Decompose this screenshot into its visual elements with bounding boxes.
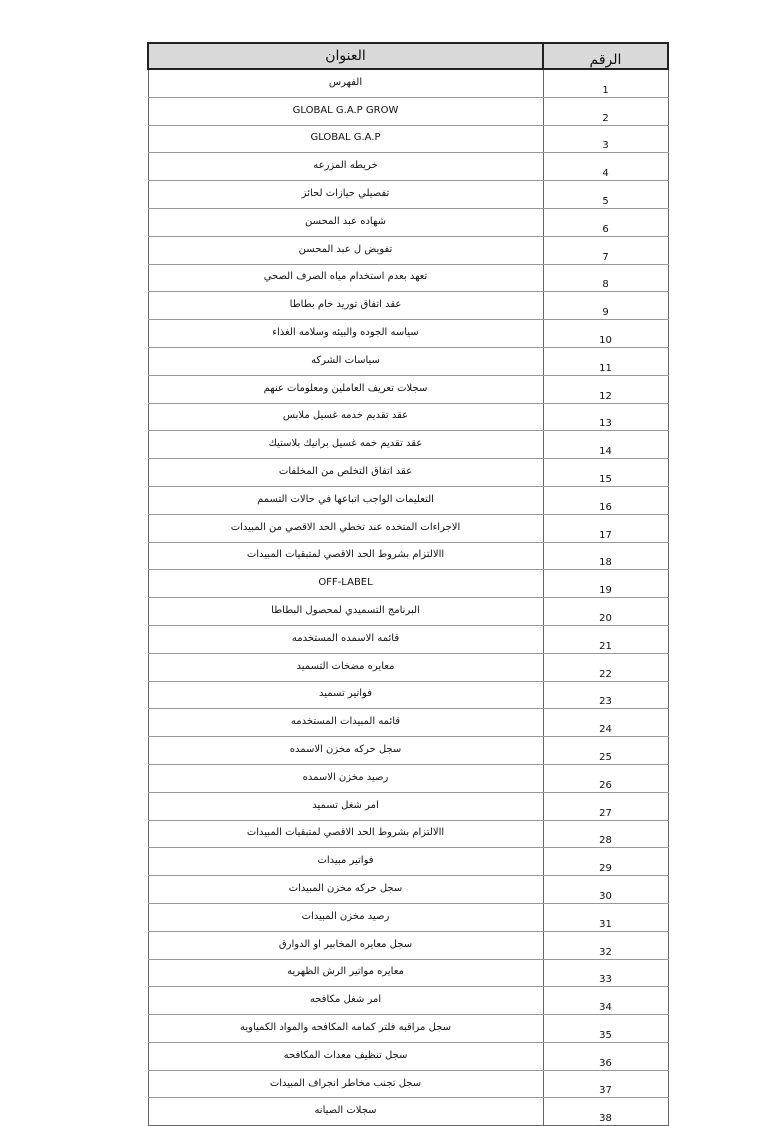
- row-number-cell: 9: [543, 292, 668, 320]
- row-title-cell: سجل تنظيف معدات المكافحه: [148, 1042, 543, 1070]
- row-title-cell: سجل معايره المخابير او الدوارق: [148, 931, 543, 959]
- row-title-cell: تفويض ل عبد المحسن: [148, 236, 543, 264]
- table-row: [148, 181, 668, 209]
- row-number-cell: 4: [543, 153, 668, 181]
- row-number-cell: 10: [543, 320, 668, 348]
- row-title-cell: عقد تقديم خدمه غسيل ملابس: [148, 403, 543, 431]
- table-row: [148, 792, 668, 820]
- table-row: [148, 403, 668, 431]
- table-row: [148, 347, 668, 375]
- table-row: [148, 959, 668, 987]
- table-row: [148, 848, 668, 876]
- row-title-cell: البرنامج التسميدي لمحصول البطاطا: [148, 598, 543, 626]
- row-title-cell: GLOBAL G.A.P GROW: [148, 97, 543, 125]
- table-row: [148, 737, 668, 765]
- row-number-cell: 32: [543, 931, 668, 959]
- row-title-cell: سجل حركه مخزن المبيدات: [148, 876, 543, 904]
- table-row: [148, 931, 668, 959]
- row-number-cell: 34: [543, 987, 668, 1015]
- row-number-cell: 25: [543, 737, 668, 765]
- table-body: [148, 69, 668, 1126]
- table-row: [148, 1070, 668, 1098]
- row-title-cell: شهاده عبد المحسن: [148, 208, 543, 236]
- row-title-cell: سجلات تعريف العاملين ومعلومات عنهم: [148, 375, 543, 403]
- row-title-cell: االالتزام بشروط الحد الاقصي لمتبقيات المبيدات: [148, 542, 543, 570]
- row-number-cell: 26: [543, 764, 668, 792]
- table-row: [148, 153, 668, 181]
- row-title-cell: تفصيلي حيازات لحائز: [148, 181, 543, 209]
- table-row: [148, 375, 668, 403]
- row-title-cell: رصيد مخزن الاسمده: [148, 764, 543, 792]
- table-row: [148, 514, 668, 542]
- row-title-cell: GLOBAL G.A.P: [148, 125, 543, 153]
- row-number-cell: 2: [543, 97, 668, 125]
- row-title-cell: سجلات الصيانه: [148, 1098, 543, 1126]
- row-title-cell: سجل حركه مخزن الاسمده: [148, 737, 543, 765]
- table-row: [148, 97, 668, 125]
- table-row: [148, 987, 668, 1015]
- table-row: [148, 320, 668, 348]
- row-number-cell: 35: [543, 1015, 668, 1043]
- index-table: [147, 42, 669, 1126]
- row-title-cell: قائمه الاسمده المستخدمه: [148, 625, 543, 653]
- row-number-cell: 37: [543, 1070, 668, 1098]
- row-title-cell: قائمه المبيدات المستخدمه: [148, 709, 543, 737]
- row-number-cell: 36: [543, 1042, 668, 1070]
- row-title-cell: االالتزام بشروط الحد الاقصي لمتبقيات المبيدات: [148, 820, 543, 848]
- row-number-cell: 17: [543, 514, 668, 542]
- row-number-cell: 29: [543, 848, 668, 876]
- row-title-cell: رصيد مخزن المبيدات: [148, 903, 543, 931]
- row-number-cell: 14: [543, 431, 668, 459]
- table-row: [148, 542, 668, 570]
- row-number-cell: 28: [543, 820, 668, 848]
- row-number-cell: 16: [543, 486, 668, 514]
- table-row: [148, 292, 668, 320]
- table-row: [148, 876, 668, 904]
- table-row: [148, 486, 668, 514]
- row-title-cell: معايره مواتير الرش الظهريه: [148, 959, 543, 987]
- row-number-cell: 15: [543, 459, 668, 487]
- title-column-header: العنوان: [148, 43, 543, 69]
- row-number-cell: 33: [543, 959, 668, 987]
- table-row: [148, 208, 668, 236]
- row-title-cell: سجل مراقبه فلتر كمامه المكافحه والمواد الكمياويه: [148, 1015, 543, 1043]
- row-title-cell: فواتير مبيدات: [148, 848, 543, 876]
- row-number-cell: 8: [543, 264, 668, 292]
- row-number-cell: 30: [543, 876, 668, 904]
- row-title-cell: معايره مضخات التسميد: [148, 653, 543, 681]
- table-row: [148, 1015, 668, 1043]
- row-number-cell: 3: [543, 125, 668, 153]
- table-row: [148, 903, 668, 931]
- row-number-cell: 31: [543, 903, 668, 931]
- row-title-cell: امر شغل مكافحه: [148, 987, 543, 1015]
- row-title-cell: سياسات الشركه: [148, 347, 543, 375]
- header-row: [148, 43, 668, 69]
- table-row: [148, 1042, 668, 1070]
- row-number-cell: 11: [543, 347, 668, 375]
- table-header: [148, 43, 668, 69]
- table-row: [148, 625, 668, 653]
- row-title-cell: عقد تقديم خمه غسيل برانيك بلاستيك: [148, 431, 543, 459]
- row-number-cell: 5: [543, 181, 668, 209]
- table-row: [148, 570, 668, 598]
- row-title-cell: سياسه الجوده والبيئه وسلامه الغذاء: [148, 320, 543, 348]
- table-row: [148, 653, 668, 681]
- table-row: [148, 69, 668, 97]
- row-number-cell: 12: [543, 375, 668, 403]
- table-row: [148, 264, 668, 292]
- row-number-cell: 1: [543, 69, 668, 97]
- row-number-cell: 22: [543, 653, 668, 681]
- table-row: [148, 681, 668, 709]
- row-title-cell: تعهد بعدم استخدام مياه الصرف الصحي: [148, 264, 543, 292]
- table-row: [148, 764, 668, 792]
- table-row: [148, 598, 668, 626]
- row-number-cell: 23: [543, 681, 668, 709]
- row-number-cell: 13: [543, 403, 668, 431]
- table-row: [148, 1098, 668, 1126]
- number-column-header: الرقم: [543, 43, 668, 69]
- row-number-cell: 27: [543, 792, 668, 820]
- row-title-cell: الفهرس: [148, 69, 543, 97]
- row-number-cell: 19: [543, 570, 668, 598]
- row-title-cell: امر شغل تسميد: [148, 792, 543, 820]
- row-title-cell: سجل تجنب مخاطر انجراف المبيدات: [148, 1070, 543, 1098]
- table-row: [148, 459, 668, 487]
- row-title-cell: فواتير تسميد: [148, 681, 543, 709]
- row-number-cell: 21: [543, 625, 668, 653]
- table-row: [148, 236, 668, 264]
- row-title-cell: عقد اتفاق توريد خام بطاطا: [148, 292, 543, 320]
- row-number-cell: 38: [543, 1098, 668, 1126]
- row-title-cell: OFF-LABEL: [148, 570, 543, 598]
- row-number-cell: 18: [543, 542, 668, 570]
- row-title-cell: خريطه المزرعه: [148, 153, 543, 181]
- row-number-cell: 24: [543, 709, 668, 737]
- table-row: [148, 820, 668, 848]
- row-number-cell: 7: [543, 236, 668, 264]
- row-number-cell: 20: [543, 598, 668, 626]
- row-number-cell: 6: [543, 208, 668, 236]
- row-title-cell: التعليمات الواجب اتباعها في حالات التسمم: [148, 486, 543, 514]
- table-row: [148, 125, 668, 153]
- row-title-cell: الاجراءات المتخده عند تخطي الحد الاقصي من المبيدات: [148, 514, 543, 542]
- row-title-cell: عقد اتفاق التخلص من المخلفات: [148, 459, 543, 487]
- table-row: [148, 431, 668, 459]
- table-row: [148, 709, 668, 737]
- document-sheet: [147, 42, 667, 1126]
